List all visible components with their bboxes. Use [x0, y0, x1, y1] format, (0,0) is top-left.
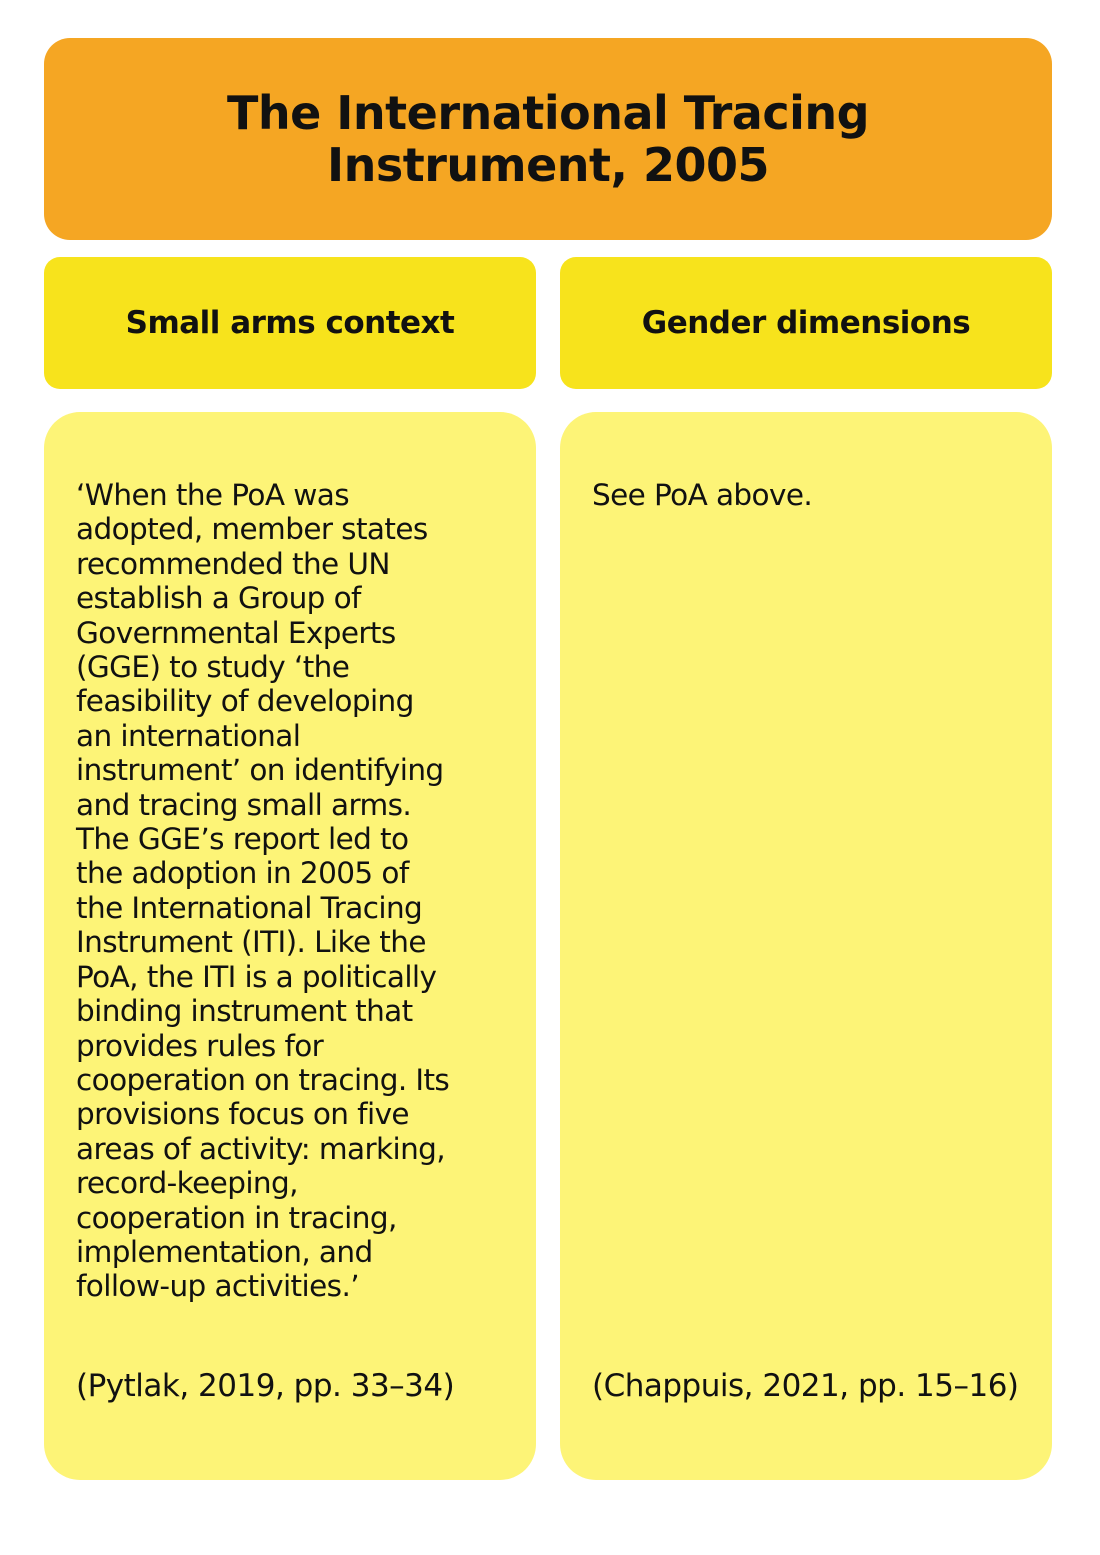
text-line: PoA, the ITI is a politically	[76, 959, 437, 994]
text-line: Governmental Experts	[76, 615, 396, 650]
text-line: binding instrument that	[76, 994, 413, 1029]
text-line: provisions focus on five	[76, 1097, 409, 1132]
text-line: areas of activity: marking,	[76, 1131, 446, 1166]
text-line: recommended the UN	[76, 546, 390, 581]
column-header-label: Gender dimensions	[641, 305, 971, 341]
text-line: cooperation on tracing. Its	[76, 1062, 450, 1097]
text-line: ‘When the PoA was	[76, 478, 349, 512]
text-line: instrument’ on identifying	[76, 753, 444, 788]
text-line: an international	[76, 718, 301, 753]
text-line: cooperation in tracing,	[76, 1200, 397, 1235]
column-header-small-arms	[44, 257, 536, 389]
text-line: feasibility of developing	[76, 684, 414, 719]
text-line: and tracing small arms.	[76, 787, 412, 822]
gender-citation: (Chappuis, 2021, pp. 15–16)	[592, 1368, 1019, 1404]
text-line: record-keeping,	[76, 1166, 298, 1201]
small-arms-content-box	[44, 412, 536, 1480]
gender-content-box	[560, 412, 1052, 1480]
text-line: Instrument (ITI). Like the	[76, 925, 426, 960]
title-banner	[44, 38, 1052, 240]
text-line: See PoA above.	[592, 478, 813, 512]
text-line: the International Tracing	[76, 890, 423, 925]
text-line: implementation, and	[76, 1234, 373, 1269]
small-arms-quote	[76, 478, 516, 1304]
gender-text	[592, 478, 1032, 512]
column-header-label: Small arms context	[125, 305, 455, 341]
small-arms-citation: (Pytlak, 2019, pp. 33–34)	[76, 1368, 455, 1404]
text-line: provides rules for	[76, 1028, 324, 1063]
text-line: the adoption in 2005 of	[76, 856, 409, 891]
text-line: establish a Group of	[76, 581, 361, 616]
column-header-gender	[560, 257, 1052, 389]
title-line-2: Instrument, 2005	[326, 138, 770, 192]
text-line: adopted, member states	[76, 512, 428, 547]
text-line: The GGE’s report led to	[76, 822, 409, 857]
text-line: follow-up activities.’	[76, 1269, 359, 1304]
title-line-1: The International Tracing	[226, 86, 870, 140]
text-line: (GGE) to study ‘the	[76, 650, 350, 685]
